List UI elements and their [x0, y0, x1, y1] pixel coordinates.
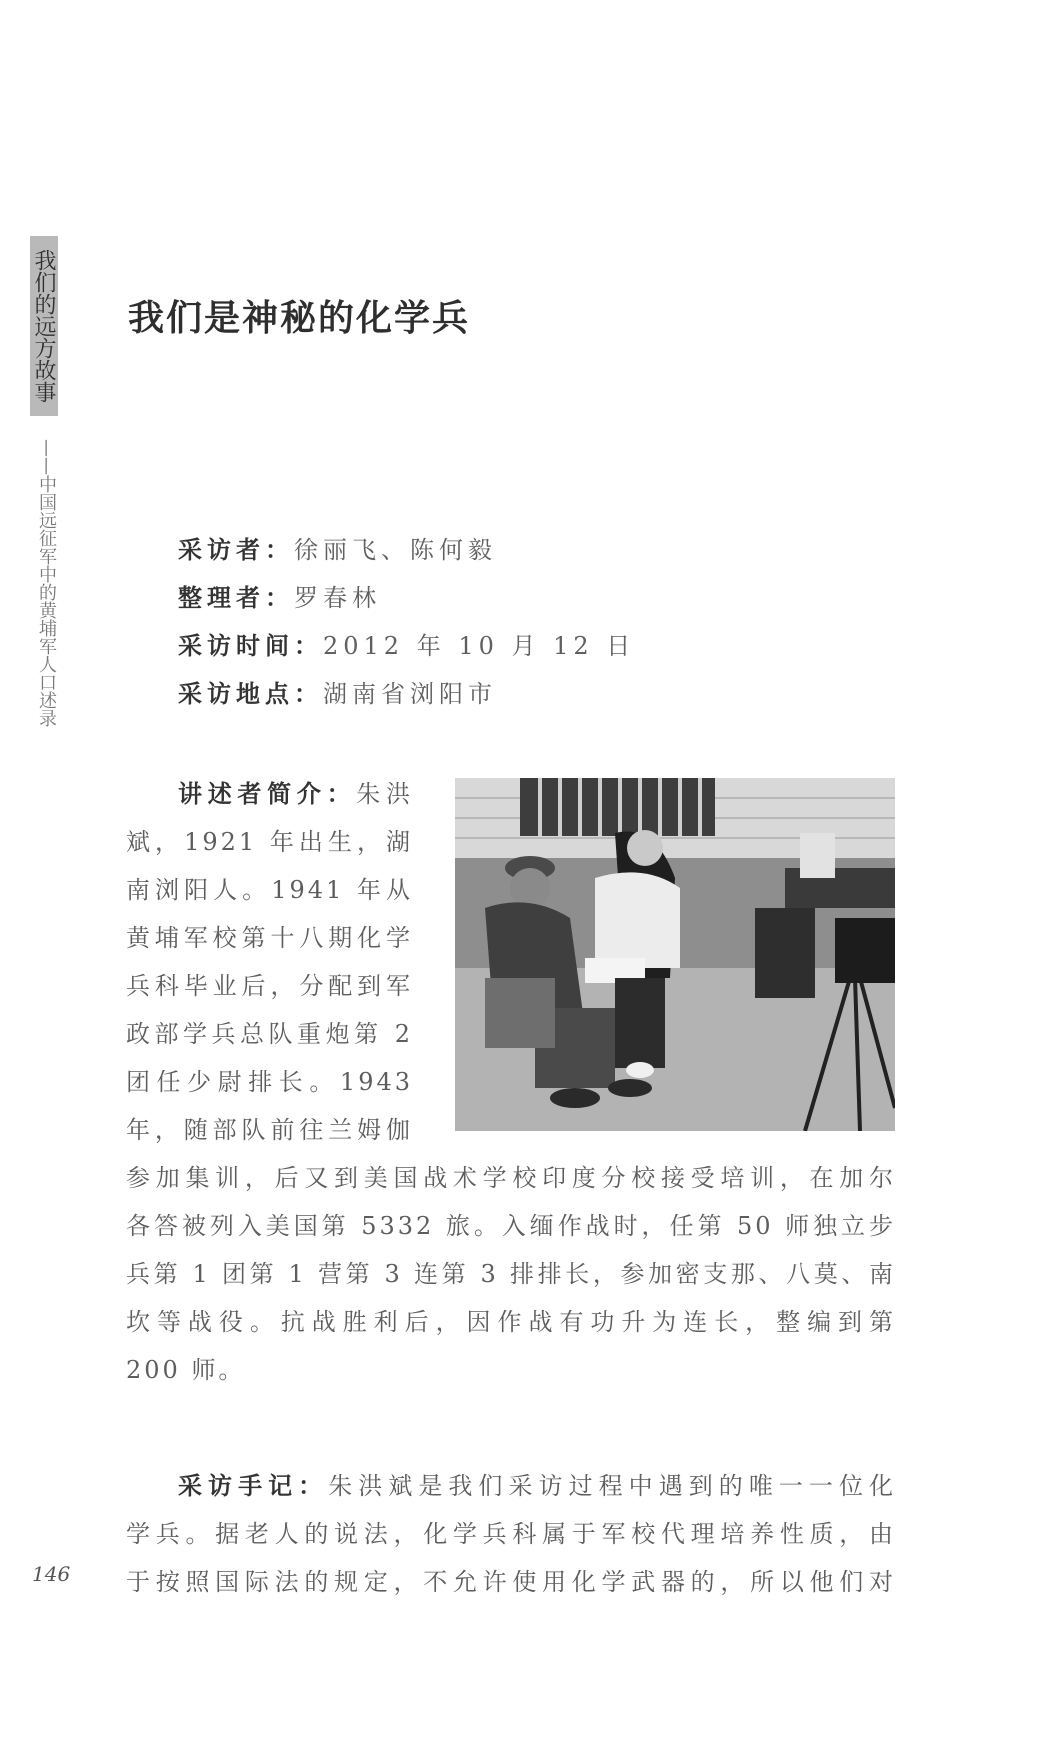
meta-label: 采访地点： — [178, 680, 323, 708]
intro-line: 参加集训，后又到美国战术学校印度分校接受培训，在加尔 — [126, 1164, 896, 1192]
book-subtitle: ——中国远征军中的黄埔军人口述录 — [36, 439, 57, 727]
intro-text: 朱洪 — [356, 780, 414, 808]
intro-line: 各答被列入美国第 5332 旅。入缅作战时，任第 50 师独立步 — [126, 1212, 896, 1240]
meta-label: 整理者： — [178, 584, 294, 612]
notes-first-line — [178, 1462, 896, 1510]
notes-label: 采访手记： — [178, 1472, 329, 1500]
notes-text: 朱洪斌是我们采访过程中遇到的唯一一位化 — [328, 1472, 896, 1500]
meta-value: 徐丽飞、陈何毅 — [294, 536, 497, 564]
book-title-tab: 我们的远方故事 — [30, 236, 58, 416]
meta-editor — [178, 578, 381, 613]
notes-line: 于按照国际法的规定，不允许使用化学武器的，所以他们对 — [126, 1568, 896, 1596]
meta-location — [178, 674, 497, 709]
page-number: 146 — [32, 1562, 71, 1586]
meta-date — [178, 626, 635, 661]
meta-value: 2012 年 10 月 12 日 — [323, 632, 636, 660]
intro-first-line — [178, 770, 413, 818]
intro-side-line: 团任少尉排长。1943 — [126, 1068, 413, 1096]
interview-photo — [455, 778, 895, 1131]
intro-side-line: 兵科毕业后，分配到军 — [126, 972, 413, 1000]
intro-side-line: 南浏阳人。1941 年从 — [126, 876, 413, 904]
intro-side-line: 黄埔军校第十八期化学 — [126, 924, 413, 952]
meta-value: 罗春林 — [294, 584, 381, 612]
meta-interviewer — [178, 530, 497, 565]
interview-photo-illustration — [455, 778, 895, 1131]
intro-line: 兵第 1 团第 1 营第 3 连第 3 排排长，参加密支那、八莫、南 — [126, 1260, 896, 1288]
intro-side-line: 年，随部队前往兰姆伽 — [126, 1116, 413, 1144]
intro-label: 讲述者简介： — [178, 780, 357, 808]
intro-line: 200 师。 — [126, 1356, 246, 1384]
intro-line: 坎等战役。抗战胜利后，因作战有功升为连长，整编到第 — [126, 1308, 896, 1336]
intro-side-line: 政部学兵总队重炮第 2 — [126, 1020, 413, 1048]
intro-side-line: 斌，1921 年出生，湖 — [126, 828, 413, 856]
meta-label: 采访时间： — [178, 632, 323, 660]
meta-value: 湖南省浏阳市 — [323, 680, 497, 708]
meta-label: 采访者： — [178, 536, 294, 564]
notes-line: 学兵。据老人的说法，化学兵科属于军校代理培养性质，由 — [126, 1520, 896, 1548]
chapter-title: 我们是神秘的化学兵 — [128, 298, 471, 339]
